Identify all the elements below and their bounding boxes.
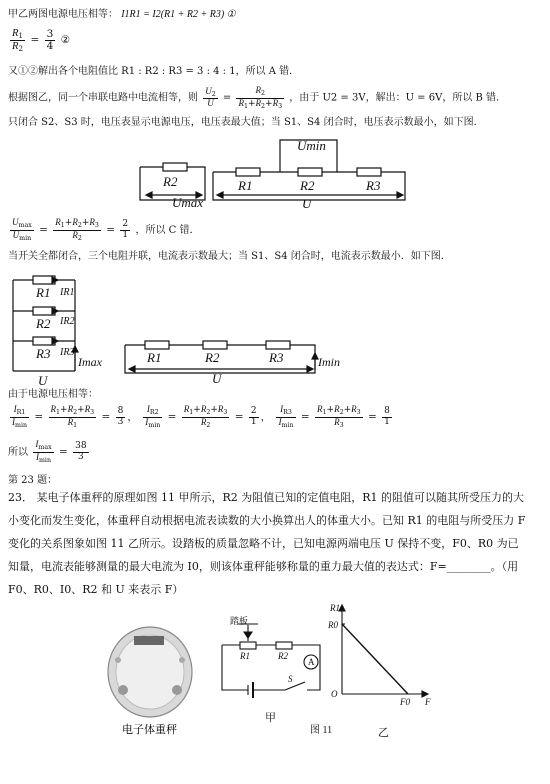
- frac-sum-r2: $\frac{R_1+R_2+R_3}{R_2}$: [55, 217, 99, 242]
- question-text: 某电子体重秤的原理如图 11 甲所示，R2 为阻值已知的定值电阻，R1 的阻值可以随其所受压力的大小变化而发生变化，体重秤自动根据电流表读数的大小换算出人的体重大小。已知 R1 的电阻与所受压力 F 变化的关系图象如图 11 乙所示。设踏板的质量忽略不计，已知电源两端电压 U 保持不变，F0、R0 为已知量，电流表能够测量的最大电流为 I0，则该体重秤能够称量的重力最大值的表达式：F=________。（用 F0、R0、I0、R2 和 U 来表示 F）: [8, 491, 526, 596]
- axis-label-r1: R1: [330, 603, 340, 613]
- solution-line-10: 所以 $\frac{I_{max}}{I_{min}}$ = $\frac{38}{3}$: [8, 439, 87, 464]
- circuit-jia: [222, 624, 320, 698]
- label-r1-fig11: R1: [240, 651, 250, 661]
- caption-yi: 乙: [378, 727, 389, 739]
- frac-u2-u: $\frac{U_2}{U}$: [205, 85, 216, 109]
- line1-formula: I1R1 = I2(R1 + R2 + R3) ①: [121, 9, 236, 20]
- parallel-label-r1: R1: [36, 285, 51, 300]
- label-ir2: IR2: [60, 316, 75, 327]
- eq-mark-2: ②: [60, 34, 71, 47]
- label-imin: Imin: [318, 355, 340, 369]
- solution-line-7: 当开关全都闭合，三个电阻并联，电流表示数最大；当 S1、S4 闭合时，电流表示数最小．如下图．: [8, 251, 451, 262]
- ammeter-icon: A: [308, 657, 315, 667]
- scale-display-icon: [134, 636, 164, 645]
- label-ir3: IR3: [60, 347, 75, 358]
- series-label-r1: R1: [147, 350, 162, 365]
- label-r3-a: R3: [366, 178, 381, 193]
- frac-ir1-imin: $\frac{I_{R1}}{I_{min}}$: [12, 404, 28, 429]
- axis-label-r0: R0: [328, 620, 338, 630]
- frac-sum-r1: $\frac{R_1+R_2+R_3}{R_1}$: [50, 404, 95, 429]
- label-r2-a: R2: [163, 174, 178, 189]
- caption-scale: 电子体重秤: [122, 724, 177, 736]
- frac-ir3-imin: $\frac{I_{R3}}{I_{min}}$: [278, 404, 294, 429]
- caption-fig11: 图 11: [310, 725, 333, 736]
- frac-imax-imin: $\frac{I_{max}}{I_{min}}$: [35, 439, 52, 464]
- question-heading: 第 23 题：: [8, 475, 58, 486]
- frac-r2-sum: $\frac{R_2}{R_1+R_2+R_3}$: [238, 85, 283, 110]
- scale-illustration: [108, 627, 192, 717]
- frac-sum-r2b: $\frac{R_1+R_2+R_3}{R_2}$: [183, 404, 228, 429]
- axis-label-f0: F0: [400, 697, 410, 707]
- parallel-label-r3: R3: [36, 346, 51, 361]
- label-imax: Imax: [78, 355, 102, 369]
- label-pedal: 踏板: [230, 616, 249, 626]
- solution-line-4: 根据图乙，同一个串联电路中电流相等，则 $\frac{U_2}{U}$ = $\frac{R_2}{R_1+R_2+R_3}$ ，由于 U2 = 3V，解出：U = 6V，所以 B 错．: [8, 85, 507, 110]
- frac-sum-r3: $\frac{R_1+R_2+R_3}{R_3}$: [317, 404, 361, 429]
- frac-result-c: $\frac{2}{1}$: [122, 219, 129, 240]
- axis-label-f: F: [425, 697, 431, 707]
- solution-line-9: $\frac{I_{R1}}{I_{min}}$ = $\frac{R_1+R_2+R_3}{R_1}$ = $\frac{8}{3}$ ， $\frac{I_{R2}}{I_{min}}$ = $\frac{R_1+R_2+R_3}{R_2}$ = $\frac{2}{1}$ ， $\frac{I_{R3}}{I_{min}}$ = $\frac{R_1+R_2+R_3}{R_3}$ = $\frac{8}{1}$: [12, 404, 390, 429]
- label-r2-fig11: R2: [278, 651, 288, 661]
- label-ir1: IR1: [60, 287, 75, 298]
- frac-ir2-imin: $\frac{I_{R2}}{I_{min}}$: [145, 404, 161, 429]
- line1-text: 甲乙两图电源电压相等：: [8, 9, 118, 20]
- line6-post: ，所以 C 错．: [135, 225, 200, 237]
- solution-line-2: $\frac{R_1}{R_2}$ = $\frac{3}{4}$ ②: [12, 27, 71, 53]
- label-umax: Umax: [172, 195, 204, 210]
- label-u-a: U: [302, 196, 312, 211]
- label-r1-a: R1: [238, 178, 253, 193]
- ratio-r1-r2: $\frac{R_1}{R_2}$: [12, 28, 24, 53]
- solution-line-5: 只闭合 S2、S3 时，电压表显示电源电压，电压表最大值；当 S1、S4 闭合时，电压表示数最小，如下图．: [8, 117, 484, 128]
- label-r2-b: R2: [300, 178, 315, 193]
- axis-label-o: O: [331, 689, 338, 699]
- parallel-label-r2: R2: [36, 316, 51, 331]
- frac-res-3: $\frac{8}{1}$: [384, 406, 390, 427]
- series-label-r2: R2: [205, 350, 220, 365]
- ratio-value: $\frac{3}{4}$: [46, 27, 54, 52]
- frac-res-1: $\frac{8}{3}$: [117, 406, 124, 427]
- graph-yi: [339, 605, 428, 697]
- solution-line-3: 又①②解出各个电阻值比 R1 : R2 : R3 = 3 : 4 : 1，所以 A 错．: [8, 66, 300, 77]
- label-switch: S: [288, 674, 293, 684]
- label-umin: Umin: [297, 138, 326, 153]
- solution-line-8: 由于电源电压相等：: [8, 389, 98, 400]
- question-number: 23．: [8, 491, 33, 504]
- solution-line-6: $\frac{U_{max}}{U_{min}}$ = $\frac{R_1+R_2+R_3}{R_2}$ = $\frac{2}{1}$ ，所以 C 错．: [12, 217, 200, 242]
- line10-pre: 所以: [8, 447, 28, 459]
- series-label-r3: R3: [269, 350, 284, 365]
- line4-mid: ，由于 U2 = 3V，解出：U = 6V，所以 B 错．: [289, 92, 507, 104]
- frac-final: $\frac{38}{3}$: [75, 441, 87, 462]
- parallel-label-u: U: [38, 373, 48, 388]
- frac-umax-umin: $\frac{U_{max}}{U_{min}}$: [12, 217, 32, 242]
- caption-jia: 甲: [265, 712, 276, 724]
- line4-pre: 根据图乙，同一个串联电路中电流相等，则: [8, 92, 198, 104]
- series-label-u: U: [212, 371, 222, 386]
- frac-res-2: $\frac{2}{1}$: [250, 406, 257, 427]
